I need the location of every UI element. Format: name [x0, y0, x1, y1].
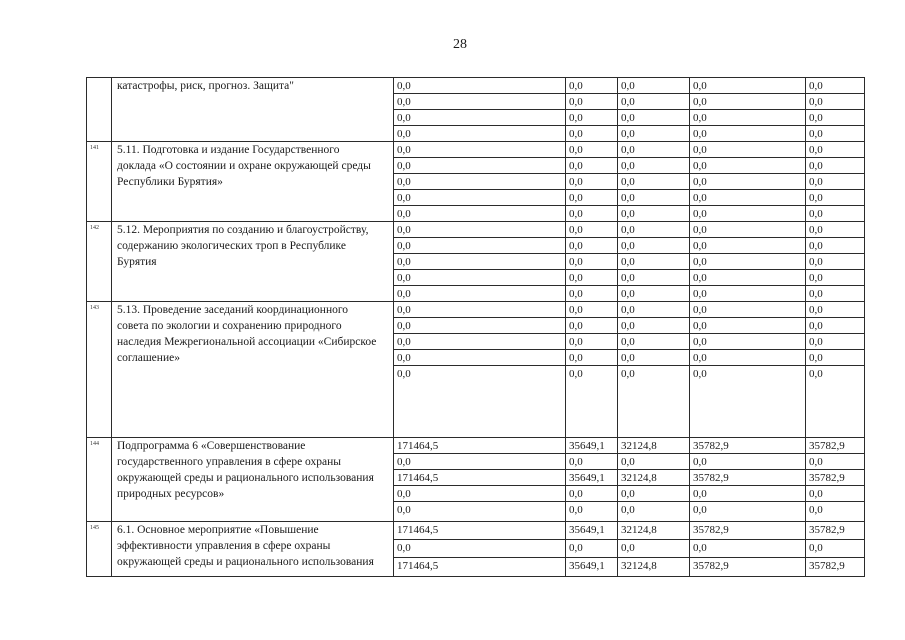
- table-row: [87, 142, 865, 158]
- value-cell-col-3: 0,0: [618, 502, 690, 522]
- value-cell-col-5: 0,0: [806, 286, 865, 302]
- value-cell-col-5: 0,0: [806, 174, 865, 190]
- value-cell-col-3: 0,0: [618, 454, 690, 470]
- value-cell-col-1: 0,0: [394, 270, 566, 286]
- value-cell-col-3: 32124,8: [618, 470, 690, 486]
- value-cell-col-1: 0,0: [394, 302, 566, 318]
- value-cell-col-5: 0,0: [806, 350, 865, 366]
- value-cell-col-5: 0,0: [806, 238, 865, 254]
- value-cell-col-3: 0,0: [618, 158, 690, 174]
- value-cell-col-1: 0,0: [394, 174, 566, 190]
- value-cell-col-5: 0,0: [806, 254, 865, 270]
- value-cell-col-5: 0,0: [806, 158, 865, 174]
- value-cell-col-3: 0,0: [618, 334, 690, 350]
- description-cell: [112, 142, 394, 222]
- value-cell-col-3: 0,0: [618, 190, 690, 206]
- value-cell-col-4: 0,0: [690, 254, 806, 270]
- value-cell-col-2: 0,0: [566, 142, 618, 158]
- value-cell-col-1: 0,0: [394, 486, 566, 502]
- value-cell-col-4: 0,0: [690, 454, 806, 470]
- value-cell-col-3: 32124,8: [618, 558, 690, 577]
- description-cell: [112, 78, 394, 142]
- value-cell-col-5: 0,0: [806, 190, 865, 206]
- value-cell-col-1: 0,0: [394, 540, 566, 558]
- value-cell-col-4: 0,0: [690, 350, 806, 366]
- value-cell-col-3: 0,0: [618, 540, 690, 558]
- value-cell-col-2: 0,0: [566, 540, 618, 558]
- value-cell-col-3: 0,0: [618, 366, 690, 438]
- value-cell-col-4: 0,0: [690, 286, 806, 302]
- value-cell-col-3: 32124,8: [618, 522, 690, 540]
- description-line: 5.12. Мероприятия по созданию и благоустройству,: [117, 224, 369, 236]
- value-cell-col-1: 0,0: [394, 350, 566, 366]
- value-cell-col-5: 0,0: [806, 302, 865, 318]
- value-cell-col-4: 0,0: [690, 174, 806, 190]
- value-cell-col-2: 0,0: [566, 126, 618, 142]
- value-cell-col-4: 0,0: [690, 540, 806, 558]
- value-cell-col-3: 0,0: [618, 94, 690, 110]
- value-cell-col-4: 0,0: [690, 334, 806, 350]
- table-row: [87, 302, 865, 318]
- value-cell-col-1: 0,0: [394, 190, 566, 206]
- value-cell-col-4: 35782,9: [690, 522, 806, 540]
- value-cell-col-2: 0,0: [566, 238, 618, 254]
- value-cell-col-2: 35649,1: [566, 438, 618, 454]
- value-cell-col-4: 0,0: [690, 318, 806, 334]
- value-cell-col-2: 35649,1: [566, 558, 618, 577]
- value-cell-col-4: 0,0: [690, 366, 806, 438]
- value-cell-col-1: 0,0: [394, 110, 566, 126]
- description-line: окружающей среды и рационального использования: [117, 556, 374, 568]
- value-cell-col-3: 0,0: [618, 206, 690, 222]
- value-cell-col-5: 0,0: [806, 94, 865, 110]
- row-number-cell: 145: [87, 522, 112, 577]
- value-cell-col-1: 0,0: [394, 222, 566, 238]
- value-cell-col-4: 0,0: [690, 222, 806, 238]
- value-cell-col-4: 0,0: [690, 302, 806, 318]
- value-cell-col-1: 0,0: [394, 238, 566, 254]
- value-cell-col-1: 0,0: [394, 78, 566, 94]
- value-cell-col-4: 35782,9: [690, 558, 806, 577]
- value-cell-col-4: 0,0: [690, 206, 806, 222]
- value-cell-col-3: 0,0: [618, 254, 690, 270]
- value-cell-col-5: 35782,9: [806, 470, 865, 486]
- value-cell-col-1: 0,0: [394, 502, 566, 522]
- table-row: [87, 78, 865, 94]
- description-line: 5.11. Подготовка и издание Государственного: [117, 144, 340, 156]
- value-cell-col-3: 0,0: [618, 286, 690, 302]
- value-cell-col-2: 0,0: [566, 190, 618, 206]
- value-cell-col-2: 0,0: [566, 502, 618, 522]
- value-cell-col-2: 0,0: [566, 270, 618, 286]
- value-cell-col-4: 0,0: [690, 142, 806, 158]
- value-cell-col-5: 0,0: [806, 334, 865, 350]
- value-cell-col-4: 0,0: [690, 486, 806, 502]
- description-line: эффективности управления в сфере охраны: [117, 540, 331, 552]
- value-cell-col-4: 0,0: [690, 94, 806, 110]
- row-number-cell: [87, 78, 112, 142]
- description-line: 6.1. Основное мероприятие «Повышение: [117, 524, 319, 536]
- description-cell: [112, 222, 394, 302]
- table-row: [87, 522, 865, 540]
- description-line: наследия Межрегиональной ассоциации «Сибирское: [117, 336, 377, 348]
- value-cell-col-2: 0,0: [566, 254, 618, 270]
- value-cell-col-2: 35649,1: [566, 470, 618, 486]
- description-line: окружающей среды и рационального использования: [117, 472, 374, 484]
- value-cell-col-5: 0,0: [806, 502, 865, 522]
- value-cell-col-3: 0,0: [618, 174, 690, 190]
- value-cell-col-1: 0,0: [394, 254, 566, 270]
- value-cell-col-2: 0,0: [566, 454, 618, 470]
- value-cell-col-1: 171464,5: [394, 470, 566, 486]
- description-line: доклада «О состоянии и охране окружающей среды: [117, 160, 371, 172]
- value-cell-col-5: 35782,9: [806, 558, 865, 577]
- value-cell-col-4: 0,0: [690, 190, 806, 206]
- value-cell-col-3: 0,0: [618, 238, 690, 254]
- budget-table: [86, 77, 865, 577]
- value-cell-col-5: 0,0: [806, 126, 865, 142]
- value-cell-col-5: 0,0: [806, 270, 865, 286]
- value-cell-col-4: 0,0: [690, 238, 806, 254]
- value-cell-col-1: 0,0: [394, 206, 566, 222]
- value-cell-col-5: 0,0: [806, 540, 865, 558]
- value-cell-col-2: 0,0: [566, 350, 618, 366]
- value-cell-col-5: 0,0: [806, 486, 865, 502]
- value-cell-col-2: 0,0: [566, 222, 618, 238]
- description-line: содержанию экологических троп в Республике: [117, 240, 346, 252]
- value-cell-col-2: 35649,1: [566, 522, 618, 540]
- value-cell-col-3: 0,0: [618, 302, 690, 318]
- value-cell-col-3: 0,0: [618, 318, 690, 334]
- value-cell-col-4: 35782,9: [690, 438, 806, 454]
- value-cell-col-3: 0,0: [618, 222, 690, 238]
- value-cell-col-1: 171464,5: [394, 558, 566, 577]
- description-line: 5.13. Проведение заседаний координационного: [117, 304, 349, 316]
- value-cell-col-2: 0,0: [566, 206, 618, 222]
- value-cell-col-4: 35782,9: [690, 470, 806, 486]
- value-cell-col-5: 0,0: [806, 206, 865, 222]
- value-cell-col-2: 0,0: [566, 302, 618, 318]
- value-cell-col-5: 0,0: [806, 318, 865, 334]
- value-cell-col-1: 0,0: [394, 454, 566, 470]
- table-body: [87, 78, 865, 577]
- value-cell-col-1: 0,0: [394, 318, 566, 334]
- value-cell-col-3: 0,0: [618, 486, 690, 502]
- value-cell-col-3: 0,0: [618, 110, 690, 126]
- table-row: [87, 222, 865, 238]
- value-cell-col-4: 0,0: [690, 502, 806, 522]
- value-cell-col-3: 32124,8: [618, 438, 690, 454]
- value-cell-col-5: 0,0: [806, 78, 865, 94]
- value-cell-col-3: 0,0: [618, 142, 690, 158]
- value-cell-col-4: 0,0: [690, 78, 806, 94]
- description-cell: [112, 522, 394, 577]
- value-cell-col-2: 0,0: [566, 286, 618, 302]
- value-cell-col-2: 0,0: [566, 94, 618, 110]
- value-cell-col-1: 0,0: [394, 286, 566, 302]
- description-line: соглашение»: [117, 352, 180, 364]
- value-cell-col-2: 0,0: [566, 318, 618, 334]
- description-line: Бурятия: [117, 256, 157, 268]
- value-cell-col-2: 0,0: [566, 486, 618, 502]
- description-line: катастрофы, риск, прогноз. Защита": [117, 80, 294, 92]
- value-cell-col-1: 0,0: [394, 366, 566, 438]
- value-cell-col-3: 0,0: [618, 78, 690, 94]
- value-cell-col-3: 0,0: [618, 126, 690, 142]
- description-line: Республики Бурятия»: [117, 176, 223, 188]
- value-cell-col-3: 0,0: [618, 270, 690, 286]
- value-cell-col-5: 0,0: [806, 222, 865, 238]
- row-number-cell: 143: [87, 302, 112, 438]
- value-cell-col-4: 0,0: [690, 270, 806, 286]
- description-line: совета по экологии и сохранению природного: [117, 320, 342, 332]
- value-cell-col-1: 0,0: [394, 126, 566, 142]
- description-line: государственного управления в сфере охраны: [117, 456, 341, 468]
- value-cell-col-5: 0,0: [806, 454, 865, 470]
- description-line: природных ресурсов»: [117, 488, 225, 500]
- description-line: Подпрограмма 6 «Совершенствование: [117, 440, 306, 452]
- value-cell-col-2: 0,0: [566, 78, 618, 94]
- description-cell: [112, 302, 394, 438]
- value-cell-col-5: 35782,9: [806, 438, 865, 454]
- table-row: [87, 438, 865, 454]
- value-cell-col-1: 171464,5: [394, 522, 566, 540]
- value-cell-col-5: 0,0: [806, 110, 865, 126]
- value-cell-col-4: 0,0: [690, 158, 806, 174]
- value-cell-col-1: 0,0: [394, 334, 566, 350]
- value-cell-col-2: 0,0: [566, 110, 618, 126]
- row-number-cell: 141: [87, 142, 112, 222]
- value-cell-col-2: 0,0: [566, 158, 618, 174]
- value-cell-col-2: 0,0: [566, 174, 618, 190]
- value-cell-col-1: 0,0: [394, 158, 566, 174]
- description-cell: [112, 438, 394, 522]
- value-cell-col-4: 0,0: [690, 126, 806, 142]
- value-cell-col-5: 0,0: [806, 366, 865, 438]
- value-cell-col-5: 0,0: [806, 142, 865, 158]
- value-cell-col-2: 0,0: [566, 366, 618, 438]
- page-number: 28: [453, 37, 467, 52]
- value-cell-col-5: 35782,9: [806, 522, 865, 540]
- value-cell-col-3: 0,0: [618, 350, 690, 366]
- row-number-cell: 144: [87, 438, 112, 522]
- value-cell-col-1: 0,0: [394, 94, 566, 110]
- value-cell-col-2: 0,0: [566, 334, 618, 350]
- value-cell-col-1: 0,0: [394, 142, 566, 158]
- row-number-cell: 142: [87, 222, 112, 302]
- value-cell-col-1: 171464,5: [394, 438, 566, 454]
- value-cell-col-4: 0,0: [690, 110, 806, 126]
